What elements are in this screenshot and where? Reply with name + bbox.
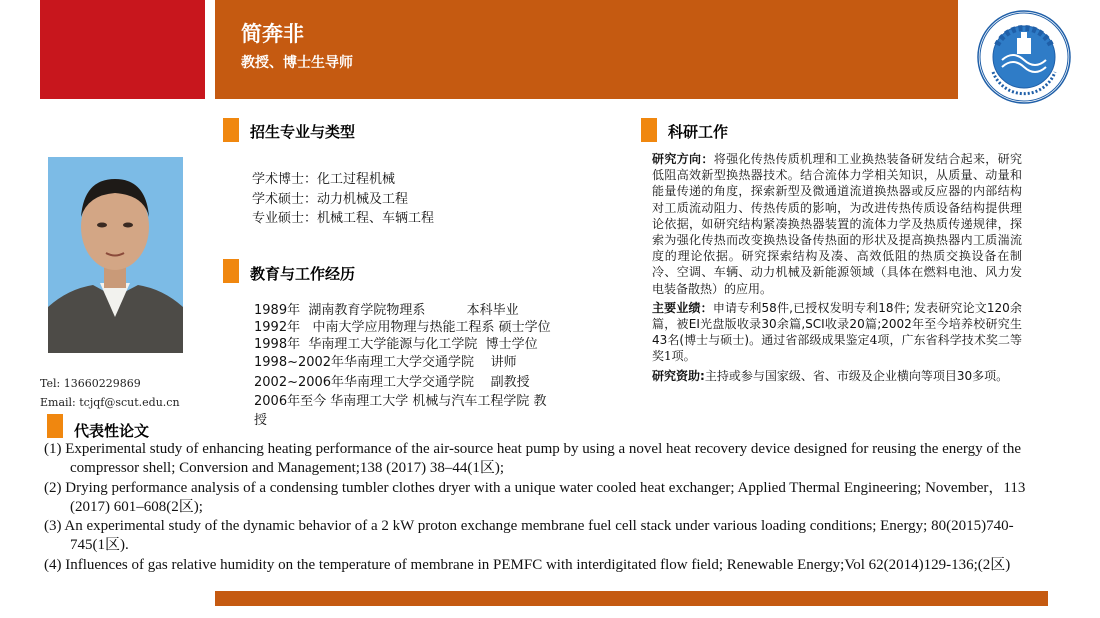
research-direction-text: 将强化传热传质机理和工业换热装备研发结合起来，研究低阻高效新型换热器技术。结合流体力学相关知识，从质量、动量和能量传递的角度，探索新型及微通道流道换热器或反应器的内部结构对工质流动阻力、传热传质的影响，为改进传热传质设备结构提供理论依据，如研究结构紧凑换热器装置的流体力学及热质传递规律，探索为强化传热而改变换热设备传热面的形状及提高换热器内工质湍流度的理论依据。研究探索结构及凑、高效低阻的热质交换设备在制冷、空调、车辆、动力机械及新能源领域（具体在燃料电池、风力发电装备散热）的应用。 (652, 152, 1022, 296)
section-marker (223, 259, 239, 283)
education-item: 1992年 中南大学应用物理与热能工程系 硕士学位 (254, 320, 551, 335)
university-logo (977, 10, 1071, 104)
research-direction (652, 151, 1022, 297)
recruit-item: 专业硕士：机械工程、车辆工程 (252, 211, 435, 226)
education-item: 授 (254, 413, 268, 428)
section-marker (47, 414, 63, 438)
funding-text: 主持或参与国家级、省、市级及企业横向等项目30多项。 (704, 368, 1009, 383)
achievement-text: 2002年至今培养校研究生43名(博士与硕士)。 (652, 317, 1022, 348)
achievement-text: 发表研究论文120余篇，被EI光盘版收录30余篇,SCI收录20篇; (652, 300, 1022, 332)
portrait-photo (48, 157, 183, 353)
section-marker (641, 118, 657, 142)
paper-item: (1) Experimental study of enhancing heating performance of the air-source heat pump by using a novel heat recovery device designed for reusing the energy of the compressor shell; Conversion and Management;138 (2017) 38–44(1区); (44, 441, 1021, 477)
achievement-text: 通过省部级成果鉴定4项，广东省科学技术奖二等奖1项。 (652, 333, 1023, 364)
section-marker (223, 118, 239, 142)
recruit-item: 学术硕士：动力机械及工程 (252, 192, 409, 207)
footer-bar (215, 591, 1048, 606)
achievement-label: 主要业绩： (652, 300, 713, 315)
education-item: 1998年 华南理工大学能源与化工学院 博士学位 (254, 337, 538, 352)
achievement-text: 申请专利58件,已授权发明专利18件; (712, 300, 910, 315)
paper-item: (4) Influences of gas relative humidity on the temperature of membrane in PEMFC with interdigitated flow field; Renewable Energy;Vol 62(2014)129-136;(2区) (44, 556, 1011, 573)
paper-item: (3) An experimental study of the dynamic behavior of a 2 kW proton exchange membrane fuel cell stack under various loading conditions; Energy; 80(2015)740-745(1区). (44, 518, 1014, 554)
email-address: Email: tcjqf@scut.edu.cn (40, 396, 180, 409)
paper-item: (2) Drying performance analysis of a condensing tumbler clothes dryer with a unique water cooled heat exchanger; Applied Thermal Engineering; November，113 (2017) 601–608(2区); (44, 479, 1026, 515)
header-red-block (40, 0, 205, 99)
recruit-item: 学术博士：化工过程机械 (252, 172, 396, 187)
person-name: 简奔非 (241, 22, 304, 46)
research-heading: 科研工作 (668, 123, 729, 141)
education-item: 1989年 湖南教育学院物理系 本科毕业 (254, 303, 519, 318)
education-item: 1998~2002年华南理工大学交通学院 讲师 (254, 355, 517, 370)
header-banner (215, 0, 958, 99)
person-title: 教授、博士生导师 (241, 55, 353, 71)
recruit-heading: 招生专业与类型 (250, 123, 356, 141)
research-funding (652, 368, 1022, 384)
papers-heading: 代表性论文 (74, 422, 150, 440)
research-achievements (652, 300, 1022, 365)
funding-label: 研究资助: (652, 368, 705, 383)
education-item: 2002~2006年华南理工大学交通学院 副教授 (254, 375, 530, 390)
research-direction-label: 研究方向： (652, 152, 714, 166)
education-heading: 教育与工作经历 (250, 265, 356, 283)
phone-number: Tel: 13660229869 (40, 377, 141, 390)
papers-list (44, 440, 1034, 575)
research-body (652, 151, 1022, 387)
education-item: 2006年至今 华南理工大学 机械与汽车工程学院 教 (254, 394, 547, 409)
